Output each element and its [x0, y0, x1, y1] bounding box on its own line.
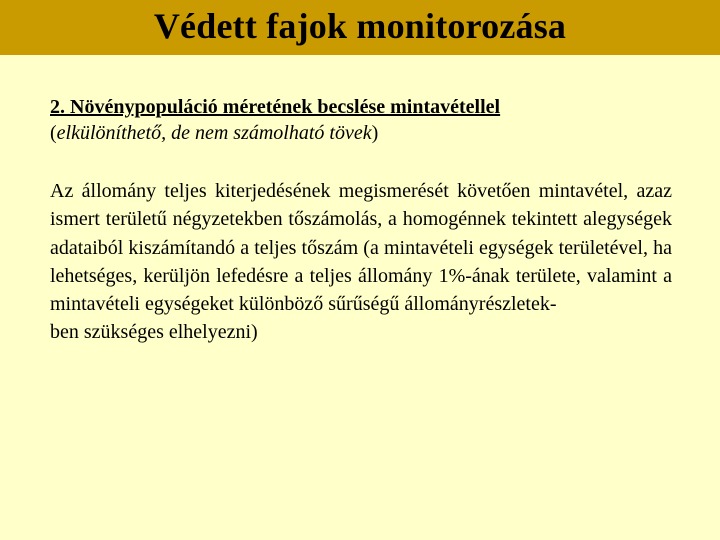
slide-title: Védett fajok monitorozása	[153, 5, 567, 46]
section-note-text: elkülöníthető, de nem számolható tövek	[56, 122, 372, 144]
body-text-main: Az állomány teljes kiterjedésének megismerését követően mintavétel, azaz ismert területű négyzetekben tőszámolás, a homogénnek tekintett alegységek adataiból kiszámítandó a teljes tőszám (a mintavételi egységek területével, ha lehetséges, kerüljön lefedésre a teljes állomány 1%-ának területe, valamint a mintavételi egységeket különböző sűrűségű állományrészletek-	[50, 180, 672, 316]
section-note-close-paren: )	[371, 122, 379, 144]
section-heading: 2. Növénypopuláció méretének becslése mintavétellel	[50, 96, 501, 118]
title-bar	[0, 0, 720, 55]
body-paragraph	[50, 177, 672, 347]
section-note-open-paren: (	[50, 122, 57, 144]
slide-content	[50, 94, 672, 347]
body-text-end: ben szükséges elhelyezni)	[50, 321, 258, 344]
section-note	[50, 120, 672, 146]
